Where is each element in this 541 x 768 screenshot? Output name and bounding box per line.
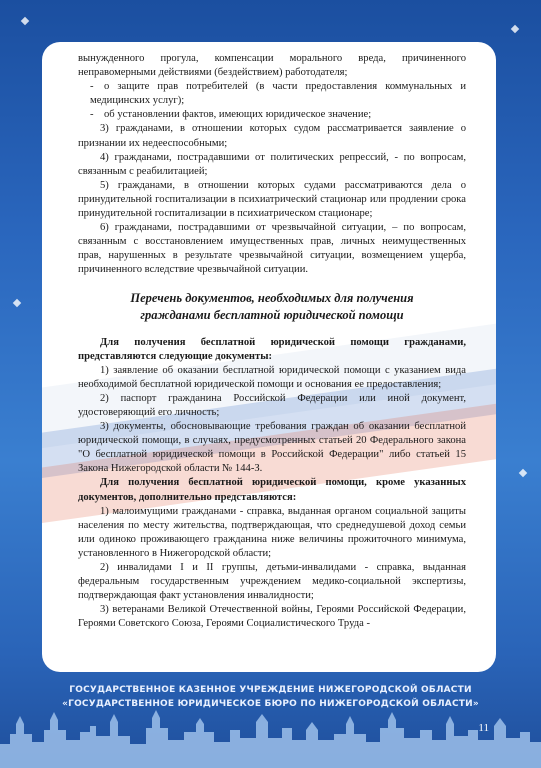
sparkle-icon xyxy=(21,17,29,25)
paragraph xyxy=(78,561,466,603)
paragraph-text: 2) инвалидами I и II группы, детьми-инвалидами - справка, выданная федеральным государственным учреждением медико-социальной экспертизы, подтверждающая факт установления инвалидности; xyxy=(78,562,466,602)
paragraph xyxy=(78,122,466,150)
page-card xyxy=(42,42,496,672)
paragraph xyxy=(78,52,466,80)
paragraph xyxy=(78,603,466,631)
sparkle-icon xyxy=(519,469,527,477)
city-skyline-silhouette xyxy=(0,710,541,768)
paragraph xyxy=(78,392,466,420)
document-body xyxy=(78,52,466,631)
paragraph-text: 4) гражданами, пострадавшими от политических репрессий, - по вопросам, связанным с реабилитацией; xyxy=(78,151,466,177)
sparkle-icon xyxy=(13,299,21,307)
paragraph-text: 6) гражданами, пострадавшими от чрезвычайной ситуации, – по вопросам, связанным с восстановлением имущественных прав, личных неимущественных прав, нарушенных в результате чрезвычайной ситуации, возмещением ущерба, причиненного вследствие чрезвычайной ситуации. xyxy=(78,222,466,276)
section-heading xyxy=(78,290,466,324)
paragraph-text: об установлении фактов, имеющих юридическое значение; xyxy=(104,109,372,121)
paragraph xyxy=(78,476,466,504)
heading-line-1: Перечень документов, необходимых для получения xyxy=(130,290,414,305)
sparkle-icon xyxy=(511,25,519,33)
paragraph xyxy=(78,179,466,221)
paragraph xyxy=(78,108,466,122)
paragraph xyxy=(78,80,466,108)
bullet-dash: - xyxy=(90,109,94,121)
paragraph-text: Для получения бесплатной юридической помощи гражданами, представляются следующие документы: xyxy=(78,336,466,362)
paragraph-text: 3) ветеранами Великой Отечественной войны, Героями Российской Федерации, Героями Советского Союза, Героями Социалистического Труда - xyxy=(78,604,466,630)
rights-list xyxy=(78,52,466,278)
paragraph-text: 3) документы, обосновывающие требования граждан об оказании бесплатной юридической помощи, в случаях, предусмотренных статьей 20 Федерального закона "О бесплатной юридической помощи в Российской Федерации" либо статьей 15 Закона Нижегородской области № 144-З. xyxy=(78,421,466,475)
footer-line-2: «ГОСУДАРСТВЕННОЕ ЮРИДИЧЕСКОЕ БЮРО ПО НИЖЕГОРОДСКОЙ ОБЛАСТИ» xyxy=(62,699,479,709)
paragraph-text: вынужденного прогула, компенсации морального вреда, причиненного неправомерными действиями (бездействием) работодателя; xyxy=(78,53,466,79)
page-number: 11 xyxy=(478,722,489,734)
paragraph xyxy=(78,221,466,277)
paragraph xyxy=(78,364,466,392)
bullet-dash: - xyxy=(90,81,94,93)
paragraph-text: 5) гражданами, в отношении которых судами рассматриваются дела о принудительной госпитализации в психиатрический стационар или продлении срока принудительной госпитализации в психиатрическом стационаре; xyxy=(78,179,466,220)
footer-banner xyxy=(0,683,541,711)
paragraph xyxy=(78,151,466,179)
heading-line-2: гражданами бесплатной юридической помощи xyxy=(140,307,404,322)
paragraph-text: 1) заявление об оказании бесплатной юридической помощи с указанием вида необходимой бесплатной юридической помощи и основания ее предоставления; xyxy=(78,364,466,390)
paragraph-text: 2) паспорт гражданина Российской Федерации или иной документ, удостоверяющий его личность; xyxy=(78,392,466,418)
paragraph-text: Для получения бесплатной юридической помощи, кроме указанных документов, дополнительно представляются: xyxy=(78,477,466,503)
paragraph-text: о защите прав потребителей (в части предоставления коммунальных и медицинских услуг); xyxy=(90,81,466,107)
footer-line-1: ГОСУДАРСТВЕННОЕ КАЗЕННОЕ УЧРЕЖДЕНИЕ НИЖЕГОРОДСКОЙ ОБЛАСТИ xyxy=(69,685,472,695)
paragraph-text: 3) гражданами, в отношении которых судом рассматривается заявление о признании их недееспособными; xyxy=(78,123,466,149)
paragraph xyxy=(78,505,466,561)
paragraph-text: 1) малоимущими гражданами - справка, выданная органом социальной защиты населения по месту жительства, подтверждающая, что среднедушевой доход семьи или одиноко проживающего гражданина ниже величины прожиточного минимума, установленного в Нижегородской области; xyxy=(78,505,466,559)
documents-list xyxy=(78,336,466,632)
paragraph xyxy=(78,336,466,364)
paragraph xyxy=(78,420,466,476)
